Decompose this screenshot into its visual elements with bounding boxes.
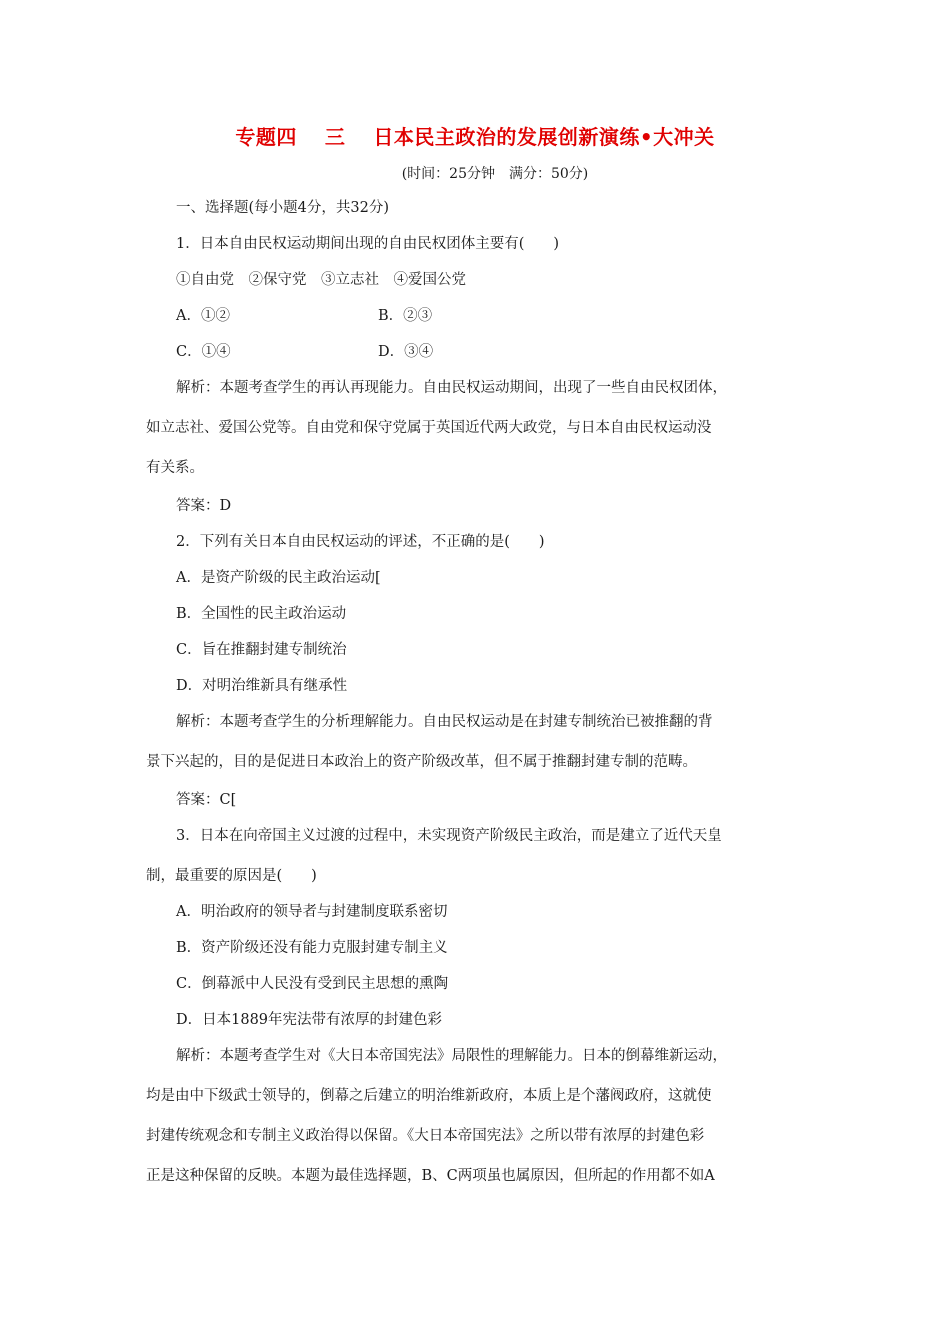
question-1-option-d: D．③④	[378, 344, 434, 360]
question-3-analysis-line: 均是由中下级武士领导的，倒幕之后建立的明治维新政府，本质上是个藩阀政府，这就使	[146, 1088, 712, 1104]
document-subtitle: (时间：25分钟 满分：50分)	[401, 166, 589, 182]
question-3-analysis-line: 解析：本题考查学生对《大日本帝国宪法》局限性的理解能力。日本的倒幕维新运动，	[176, 1048, 727, 1064]
question-1-analysis-line: 解析：本题考查学生的再认再现能力。自由民权运动期间，出现了一些自由民权团体，	[176, 380, 727, 396]
question-3-stem-line: 制，最重要的原因是( )	[146, 868, 317, 884]
question-2-analysis-line: 解析：本题考查学生的分析理解能力。自由民权运动是在封建专制统治已被推翻的背	[176, 714, 713, 730]
question-2-option-c: C．旨在推翻封建专制统治	[176, 642, 347, 658]
question-1-option-a: A．①②	[176, 308, 230, 324]
question-2-option-b: B．全国性的民主政治运动	[176, 606, 347, 622]
question-2-option-d: D．对明治维新具有继承性	[176, 678, 348, 694]
question-1-items: ①自由党 ②保守党 ③立志社 ④爱国公党	[176, 272, 466, 288]
section-heading: 一、选择题(每小题4分，共32分)	[176, 200, 389, 216]
question-2-option-a: A．是资产阶级的民主政治运动[	[176, 570, 381, 586]
question-1-answer: 答案：D	[176, 498, 232, 514]
question-3-option-c: C．倒幕派中人民没有受到民主思想的熏陶	[176, 976, 449, 992]
question-1-stem: 1．日本自由民权运动期间出现的自由民权团体主要有( )	[176, 236, 560, 252]
question-1-option-b: B．②③	[378, 308, 433, 324]
question-3-analysis-line: 正是这种保留的反映。本题为最佳选择题，B、C两项虽也属原因，但所起的作用都不如A	[146, 1168, 715, 1184]
question-3-option-d: D．日本1889年宪法带有浓厚的封建色彩	[176, 1012, 443, 1028]
question-3-analysis-line: 封建传统观念和专制主义政治得以保留。《大日本帝国宪法》之所以带有浓厚的封建色彩	[146, 1128, 705, 1144]
question-3-option-b: B．资产阶级还没有能力克服封建专制主义	[176, 940, 448, 956]
question-3-option-a: A．明治政府的领导者与封建制度联系密切	[176, 904, 448, 920]
question-1-option-c: C．①④	[176, 344, 231, 360]
question-2-analysis-line: 景下兴起的，目的是促进日本政治上的资产阶级改革，但不属于推翻封建专制的范畴。	[146, 754, 697, 770]
question-1-analysis-line: 有关系。	[146, 460, 204, 476]
question-2-stem: 2．下列有关日本自由民权运动的评述，不正确的是( )	[176, 534, 545, 550]
question-1-analysis-line: 如立志社、爱国公党等。自由党和保守党属于英国近代两大政党，与日本自由民权运动没	[146, 420, 712, 436]
question-3-stem-line: 3．日本在向帝国主义过渡的过程中，未实现资产阶级民主政治，而是建立了近代天皇	[176, 828, 722, 844]
document-title: 专题四 三 日本民主政治的发展创新演练•大冲关	[235, 125, 715, 149]
question-2-answer: 答案：C[	[176, 792, 237, 808]
